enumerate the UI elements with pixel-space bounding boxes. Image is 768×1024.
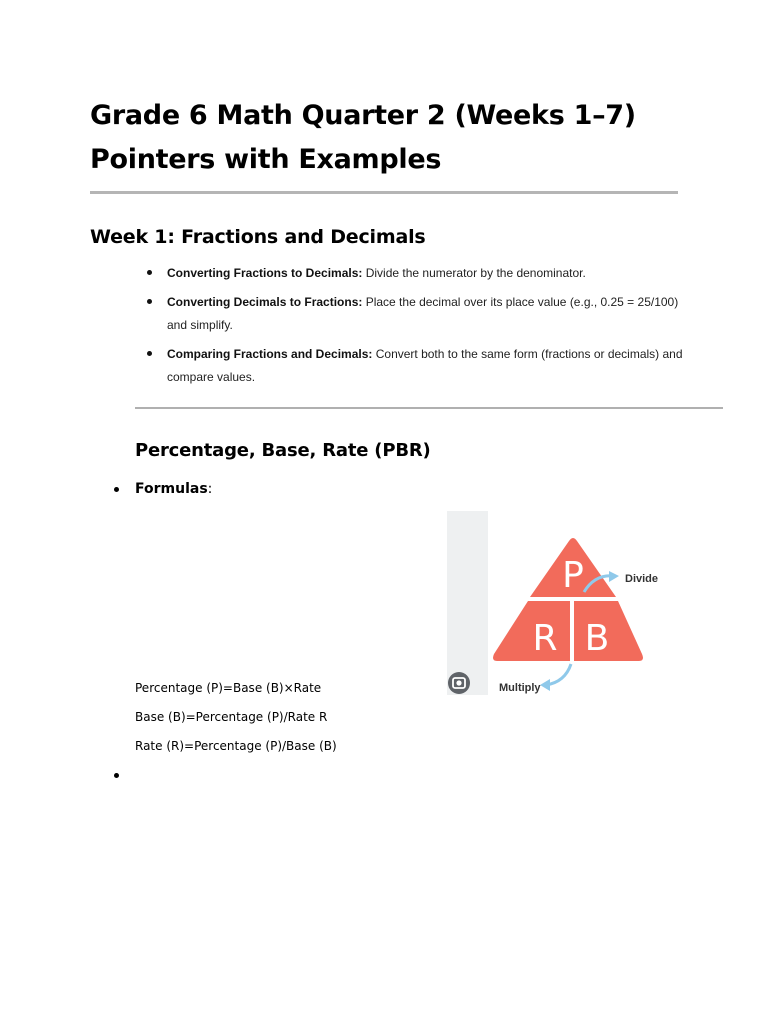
list-item xyxy=(147,262,687,285)
divide-arrowhead xyxy=(609,571,619,582)
formula-rate: Rate (R)=Percentage (P)/Base (B) xyxy=(135,739,337,753)
title-line-1: Grade 6 Math Quarter 2 (Weeks 1–7) xyxy=(90,100,636,131)
figure-side-strip xyxy=(447,511,488,695)
pbr-heading: Percentage, Base, Rate (PBR) xyxy=(135,440,431,461)
week1-heading: Week 1: Fractions and Decimals xyxy=(90,226,426,248)
formula-percentage: Percentage (P)=Base (B)×Rate xyxy=(135,681,322,695)
multiply-label: Multiply xyxy=(499,682,541,694)
title-line-2: Pointers with Examples xyxy=(90,144,442,175)
pointer-term: Converting Fractions to Decimals: xyxy=(167,266,363,280)
visual-search-icon[interactable] xyxy=(448,672,470,694)
pointer-term: Converting Decimals to Fractions: xyxy=(167,295,363,309)
section-divider xyxy=(135,407,723,409)
pointer-text: Place the decimal over its place value (e.g., 0.25 = 25/100) and simplify. xyxy=(167,295,679,332)
pointer-text: Convert both to the same form (fractions or decimals) and compare values. xyxy=(167,347,683,384)
title-divider xyxy=(90,191,678,194)
letter-b: B xyxy=(584,618,610,659)
formulas-label-text: Formulas xyxy=(135,481,208,497)
formula-base: Base (B)=Percentage (P)/Rate R xyxy=(135,710,328,724)
list-item xyxy=(147,343,687,389)
letter-p: P xyxy=(562,555,584,596)
divide-label: Divide xyxy=(625,573,659,585)
formulas-bullet xyxy=(114,487,119,492)
week1-pointer-list xyxy=(147,262,687,395)
empty-bullet xyxy=(114,773,119,778)
list-item xyxy=(147,291,687,337)
formulas-label xyxy=(135,479,212,499)
pointer-term: Comparing Fractions and Decimals: xyxy=(167,347,373,361)
letter-r: R xyxy=(532,618,558,659)
pointer-text: Divide the numerator by the denominator. xyxy=(362,266,586,280)
document-title xyxy=(90,94,636,182)
pbr-triangle-figure xyxy=(447,511,659,695)
multiply-arrowhead xyxy=(540,679,550,691)
formulas-label-colon: : xyxy=(207,481,213,497)
